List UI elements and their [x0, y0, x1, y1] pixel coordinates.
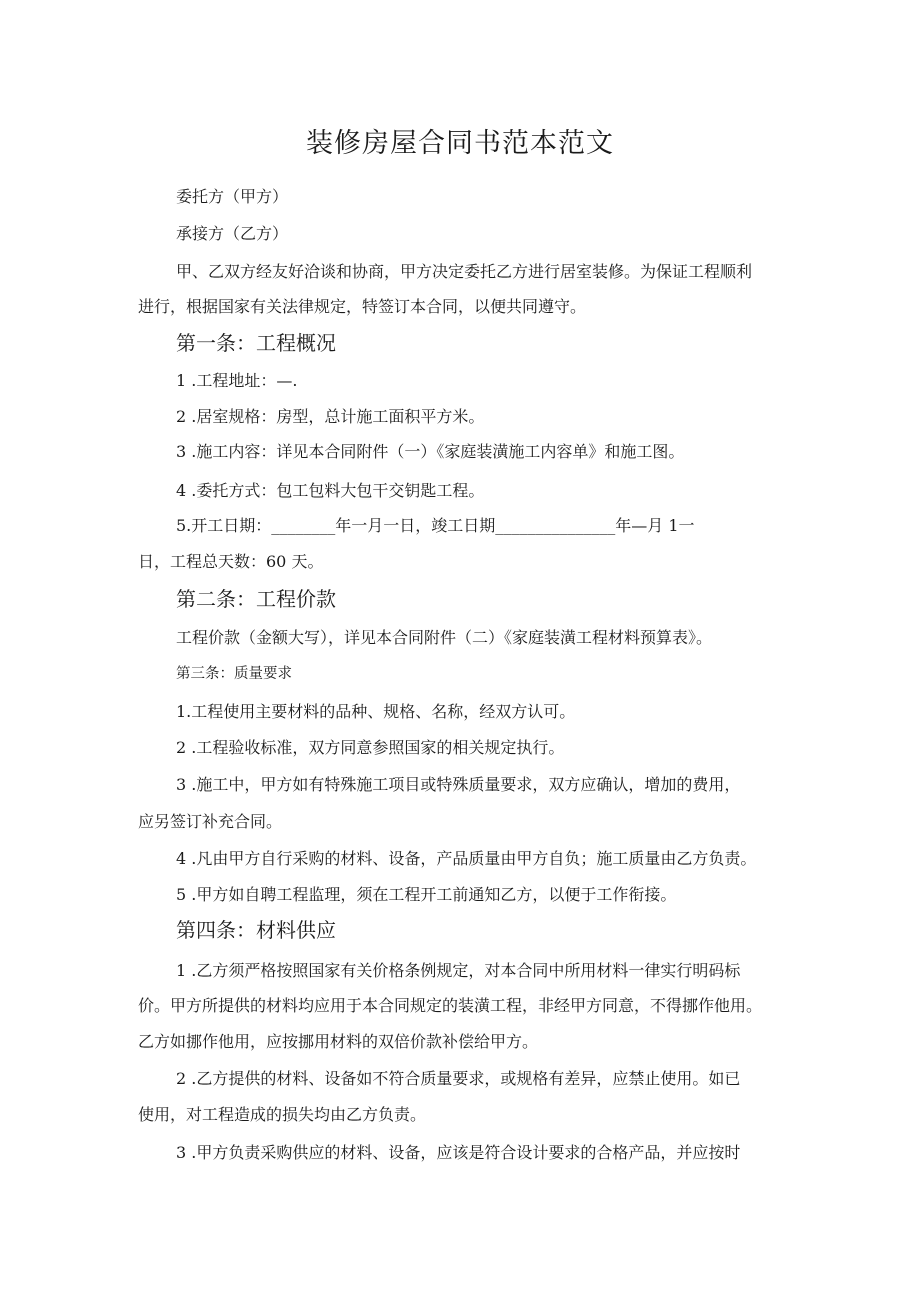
list-item: 1.工程使用主要材料的品种、规格、名称，经双方认可。: [176, 702, 576, 721]
party-a-line: 委托方（甲方）: [176, 187, 289, 206]
list-item: 3 .施工内容：详见本合同附件（一）《家庭装潢施工内容单》和施工图。: [176, 442, 685, 461]
article-1-heading: 第一条：工程概况: [176, 331, 336, 355]
party-b-line: 承接方（乙方）: [176, 224, 289, 243]
list-item: 4 .委托方式：包工包料大包干交钥匙工程。: [176, 481, 485, 500]
list-item-continuation: 使用，对工程造成的损失均由乙方负责。: [138, 1105, 427, 1124]
preamble-line-1: 甲、乙双方经友好洽谈和协商，甲方决定委托乙方进行居室装修。为保证工程顺利: [176, 262, 753, 281]
list-item-continuation: 乙方如挪作他用，应按挪用材料的双倍价款补偿给甲方。: [138, 1032, 539, 1051]
list-item: 5.开工日期：________年一月一日，竣工日期_______________年—月 1一: [176, 516, 695, 535]
list-item: 4 .凡由甲方自行采购的材料、设备，产品质量由甲方自负；施工质量由乙方负责。: [176, 849, 757, 868]
list-item: 2 .工程验收标准，双方同意参照国家的相关规定执行。: [176, 738, 565, 757]
list-item: 3 .甲方负责采购供应的材料、设备，应该是符合设计要求的合格产品，并应按时: [176, 1143, 741, 1162]
preamble-line-2: 进行，根据国家有关法律规定，特签订本合同，以便共同遵守。: [138, 297, 587, 316]
article-3-heading: 第三条：质量要求: [176, 666, 292, 682]
list-item: 5 .甲方如自聘工程监理，须在工程开工前通知乙方，以便于工作衔接。: [176, 885, 677, 904]
document-title: 装修房屋合同书范本范文: [306, 128, 614, 159]
list-item: 2 .居室规格：房型，总计施工面积平方米。: [176, 407, 485, 426]
list-item-continuation: 日，工程总天数：60 天。: [138, 552, 324, 571]
list-item: 2 .乙方提供的材料、设备如不符合质量要求，或规格有差异，应禁止使用。如已: [176, 1069, 741, 1088]
list-item: 1 .工程地址：—.: [176, 371, 298, 390]
price-line: 工程价款（金额大写），详见本合同附件（二）《家庭装潢工程材料预算表》。: [176, 628, 713, 647]
list-item: 1 .乙方须严格按照国家有关价格条例规定，对本合同中所用材料一律实行明码标: [176, 961, 741, 980]
list-item-continuation: 价。甲方所提供的材料均应用于本合同规定的装潢工程，非经甲方同意，不得挪作他用。: [138, 996, 763, 1015]
article-2-heading: 第二条：工程价款: [176, 587, 336, 611]
list-item: 3 .施工中，甲方如有特殊施工项目或特殊质量要求，双方应确认，增加的费用，: [176, 775, 741, 794]
article-4-heading: 第四条：材料供应: [176, 918, 336, 942]
list-item-continuation: 应另签订补充合同。: [138, 812, 283, 831]
